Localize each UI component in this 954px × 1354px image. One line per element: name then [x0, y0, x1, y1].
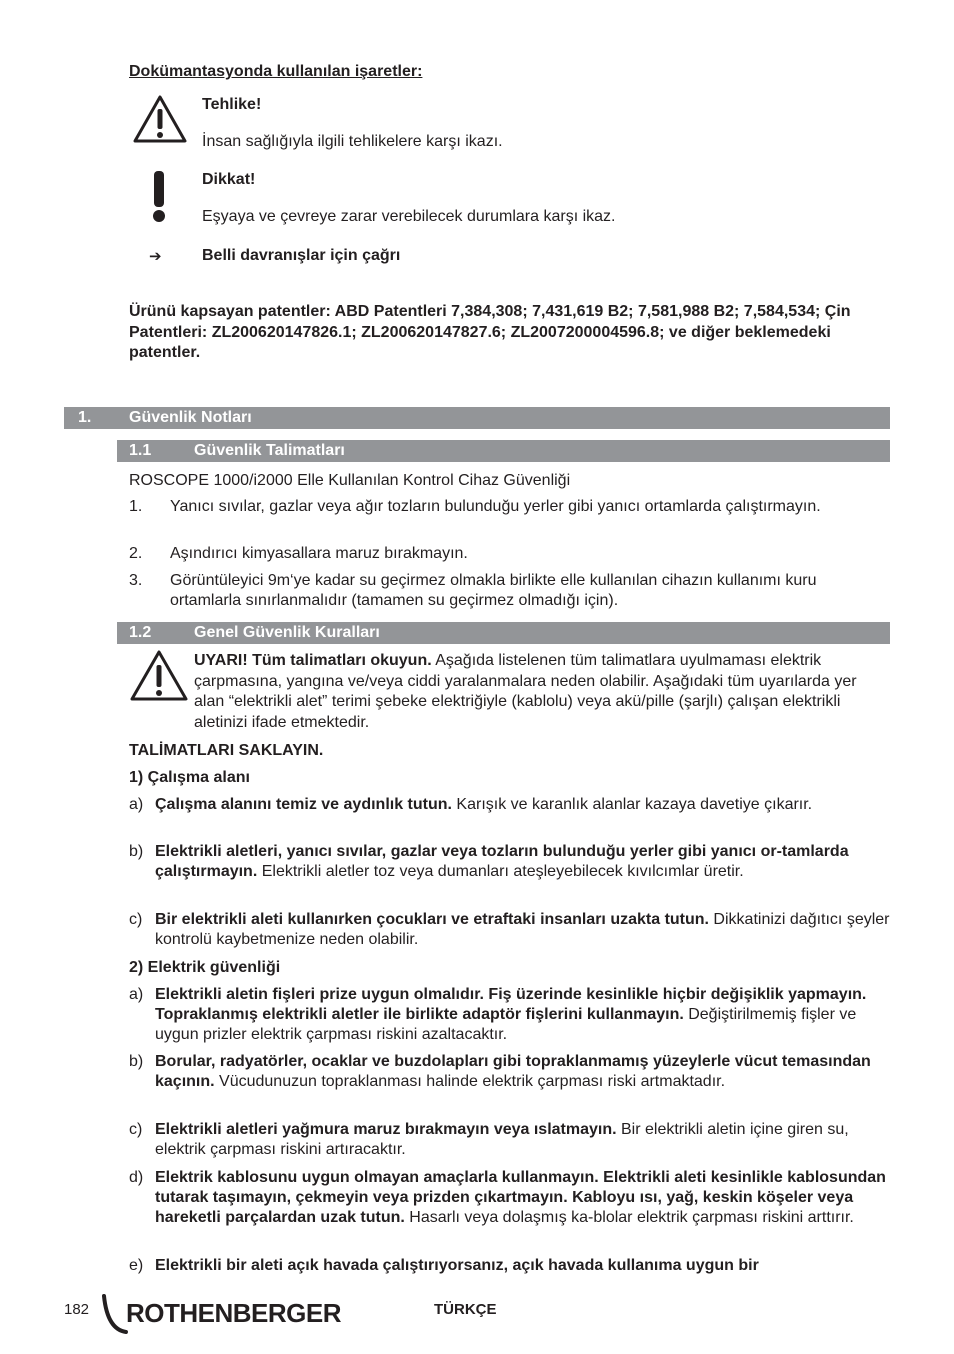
section-1-2-header [117, 622, 890, 644]
section-1-header [64, 407, 890, 429]
brand-name: ROTHENBERGER [126, 1298, 342, 1328]
action-text: Belli davranışlar için çağrı [202, 247, 401, 264]
item-letter: e) [129, 1257, 144, 1274]
item-bold: Borular, radyatörler, ocaklar ve buzdolapları gibi topraklanmamış yüzeylerle vücut temasından kaçının. [155, 1053, 871, 1090]
arrow-right-icon: ➔ [149, 247, 162, 265]
caution-title: Dikkat! [202, 171, 256, 188]
section-1-2-number: 1.2 [129, 624, 152, 641]
item-bold: Çalışma alanını temiz ve aydınlık tutun. [155, 796, 452, 813]
item-bold: Bir elektrikli aleti kullanırken çocukları ve etraftaki insanları uzakta tutun. [155, 911, 709, 928]
section-1-1-title: Güvenlik Talimatları [194, 442, 345, 459]
item-bold: Elektrikli aletin fişleri prize uygun olmalıdır. Fiş üzerinde kesinlikle hiçbir değişiklik yapmayın. Topraklanmış elektrikli aletler ile birlikte adaptör fişlerini kullanmayın. [155, 986, 867, 1023]
warning-bold: UYARI! Tüm talimatları okuyun. [194, 652, 432, 669]
keep-instructions: TALİMATLARI SAKLAYIN. [129, 742, 324, 759]
section-1-1-number: 1.1 [129, 442, 152, 459]
item-bold: Elektrikli aletleri, yanıcı sıvılar, gazlar veya tozların bulunduğu yerler gibi yanıcı or-tamlarda çalıştırmayın. [155, 843, 849, 880]
warning-triangle-icon [132, 94, 188, 144]
danger-title: Tehlike! [202, 96, 262, 113]
item-text: Hasarlı veya dolaşmış ka-blolar elektrik çarpması riskini arttırır. [404, 1209, 854, 1226]
section-1-number: 1. [78, 409, 92, 426]
item-text: Karışık ve karanlık alanlar kazaya davetiye çıkarır. [451, 796, 813, 813]
language-label: TÜRKÇE [434, 1301, 497, 1318]
section-1-title: Güvenlik Notları [129, 409, 252, 426]
patents-paragraph: Ürünü kapsayan patentler: ABD Patentleri 7,384,308; 7,431,619 B2; 7,581,988 B2; 7,584,534; Çin Patentleri: ZL200620147826.1; ZL200620147827.6; ZL2007200004596.8; ve diğer beklemedeki patentler. [129, 303, 851, 361]
item-letter: b) [129, 1053, 144, 1070]
work-area-heading: 1) Çalışma alanı [129, 769, 250, 786]
symbols-heading: Dokümantasyonda kullanılan işaretler: [129, 63, 423, 80]
section-1-1-header [117, 440, 890, 462]
list-item-text: Görüntüleyici 9m‘ye kadar su geçirmez olmakla birlikte elle kullanılan cihazın kullanımı kuru ortamlarla sınırlanmalıdır (tamamen su geçirmez olmadığı için). [170, 572, 817, 609]
item-text: Dikkatinizi dağıtıcı şeyler kontrolü kaybetmenize neden olabilir. [155, 911, 890, 948]
list-item-number: 3. [129, 572, 143, 589]
warning-text [194, 651, 891, 733]
rothenberger-logo [100, 1290, 350, 1336]
item-text: Elektrikli aletler toz veya dumanları ateşleyebilecek kıvılcımlar üretir. [257, 863, 744, 880]
list-item-number: 2. [129, 545, 143, 562]
item-letter: c) [129, 911, 143, 928]
item-bold: Elektrikli bir aleti açık havada çalıştırıyorsanız, açık havada kullanıma uygun bir [155, 1257, 759, 1274]
list-item-text: Aşındırıcı kimyasallara maruz bırakmayın. [170, 545, 468, 562]
section-1-1-intro: ROSCOPE 1000/i2000 Elle Kullanılan Kontrol Cihaz Güvenliği [129, 472, 571, 489]
item-bold: Elektrikli aletleri yağmura maruz bırakmayın veya ıslatmayın. [155, 1121, 617, 1138]
item-letter: b) [129, 843, 144, 860]
item-letter: d) [129, 1169, 144, 1186]
danger-symbol-row [129, 95, 889, 155]
item-text: Değiştirilmemiş fişler ve uygun prizler elektrik çarpması riskini azaltacaktır. [155, 1006, 857, 1043]
section-1-2-title: Genel Güvenlik Kuralları [194, 624, 380, 641]
exclamation-icon [151, 170, 167, 224]
item-letter: c) [129, 1121, 143, 1138]
warning-body: Aşağıda listelenen tüm talimatlara uyulmaması elektrik çarpmasına, yangına ve/veya ciddi yaralanmalara neden olabilir. Aşağıdaki tüm uyarılarda yer alan “elektrikli alet” terimi şebeke elektriğiyle (kablolu) veya akü/pille (şarjlı) çalışan elektrikli aletinizi ifade etmektedir. [194, 652, 857, 731]
item-bold: Elektrik kablosunu uygun olmayan amaçlarla kullanmayın. Elektrikli aleti kesinlikle kablosundan tutarak taşımayın, çekmeyin veya prizden çıkartmayın. Kabloyu ısı, yağ, keskin köşeler veya hareketli parçalardan uzak tutun. [155, 1169, 886, 1226]
danger-text: İnsan sağlığıyla ilgili tehlikelere karşı ikazı. [202, 133, 503, 150]
warning-triangle-icon [129, 649, 189, 703]
list-item-number: 1. [129, 498, 143, 515]
item-text: Bir elektrikli aletin içine giren su, elektrik çarpması riskini artıracaktır. [155, 1121, 849, 1158]
item-letter: a) [129, 986, 144, 1003]
item-text: Vücudunuzun topraklanması halinde elektrik çarpması riski artmaktadır. [214, 1073, 726, 1090]
caution-text: Eşyaya ve çevreye zarar verebilecek durumlara karşı ikaz. [202, 208, 616, 225]
list-item-text: Yanıcı sıvılar, gazlar veya ağır tozların bulunduğu yerler gibi yanıcı ortamlarda çalıştırmayın. [170, 498, 821, 515]
caution-symbol-row [129, 170, 889, 230]
item-letter: a) [129, 796, 144, 813]
page-number: 182 [64, 1301, 90, 1318]
electrical-heading: 2) Elektrik güvenliği [129, 959, 281, 976]
